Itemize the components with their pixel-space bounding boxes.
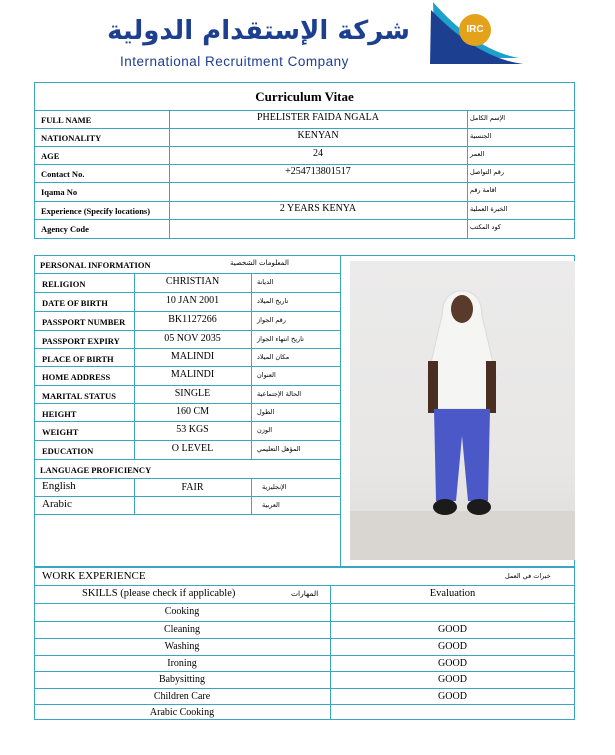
work-experience-heading-ar: خبرات في العمل bbox=[505, 572, 551, 580]
evaluation-heading: Evaluation bbox=[429, 588, 476, 599]
logo-english-text: International Recruitment Company bbox=[120, 54, 349, 69]
top-row-value: KENYAN bbox=[297, 130, 339, 141]
language-name-ar: العربية bbox=[262, 501, 280, 509]
personal-row-label-ar: العنوان bbox=[257, 371, 276, 379]
logo-badge: IRC bbox=[466, 24, 484, 35]
personal-row-value: CHRISTIAN bbox=[165, 276, 220, 287]
personal-row-label-ar: تاريخ انتهاء الجواز bbox=[257, 335, 304, 343]
personal-row-value: 05 NOV 2035 bbox=[164, 333, 221, 344]
personal-row-value: 53 KGS bbox=[176, 424, 209, 435]
language-name-ar: الإنجليزية bbox=[262, 483, 287, 491]
skill-evaluation: GOOD bbox=[438, 641, 467, 652]
personal-row-label-ar: مكان الميلاد bbox=[257, 353, 290, 361]
top-row-label: Agency Code bbox=[41, 224, 89, 234]
personal-row-label: PASSPORT NUMBER bbox=[42, 317, 126, 327]
logo-sail-icon bbox=[415, 0, 525, 75]
personal-row-label: DATE OF BIRTH bbox=[42, 298, 108, 308]
skills-heading-ar: المهارات bbox=[291, 589, 319, 598]
top-row-label: AGE bbox=[41, 151, 60, 161]
personal-info-heading: PERSONAL INFORMATION bbox=[40, 260, 151, 270]
personal-row-label-ar: الطول bbox=[257, 408, 275, 416]
applicant-photo bbox=[350, 261, 575, 560]
top-row-value: 24 bbox=[313, 148, 323, 159]
personal-row-value: O LEVEL bbox=[171, 443, 214, 454]
logo-arabic-text: شركة الإستقدام الدولية bbox=[107, 16, 410, 46]
personal-row-label: RELIGION bbox=[42, 279, 86, 289]
top-row-label-ar: اقامة رقم bbox=[470, 186, 497, 194]
personal-row-label-ar: تاريخ الميلاد bbox=[257, 297, 289, 305]
personal-row-label-ar: الديانة bbox=[257, 278, 274, 286]
language-name: Arabic bbox=[42, 498, 72, 510]
personal-row-label-ar: الوزن bbox=[257, 426, 273, 434]
skill-evaluation: GOOD bbox=[438, 691, 467, 702]
top-row-value: PHELISTER FAIDA NGALA bbox=[256, 112, 380, 123]
language-level: FAIR bbox=[181, 482, 204, 493]
top-row-label: Iqama No bbox=[41, 187, 78, 197]
top-row-value: 2 YEARS KENYA bbox=[279, 203, 357, 214]
language-name: English bbox=[42, 480, 76, 492]
skill-name: Children Care bbox=[153, 691, 211, 702]
top-row-label-ar: الجنسية bbox=[470, 132, 492, 140]
personal-row-value: MALINDI bbox=[170, 369, 215, 380]
personal-row-label: WEIGHT bbox=[42, 427, 79, 437]
personal-row-value: 160 CM bbox=[175, 406, 210, 417]
personal-row-label-ar: رقم الجواز bbox=[257, 316, 286, 324]
skill-name: Cleaning bbox=[163, 624, 201, 635]
skills-heading: SKILLS (please check if applicable) bbox=[82, 588, 236, 599]
personal-row-value: 10 JAN 2001 bbox=[165, 295, 220, 306]
top-row-label: FULL NAME bbox=[41, 115, 92, 125]
top-row-label: NATIONALITY bbox=[41, 133, 102, 143]
skill-evaluation: GOOD bbox=[438, 674, 467, 685]
top-row-label: Experience (Specify locations) bbox=[41, 206, 151, 216]
skill-evaluation: GOOD bbox=[438, 624, 467, 635]
top-row-label-ar: الإسم الكامل bbox=[470, 114, 506, 122]
personal-row-label: MARITAL STATUS bbox=[42, 391, 116, 401]
personal-row-value: MALINDI bbox=[170, 351, 215, 362]
top-row-value: +254713801517 bbox=[285, 166, 351, 177]
skill-name: Washing bbox=[164, 641, 200, 652]
personal-row-label: EDUCATION bbox=[42, 446, 94, 456]
personal-info-heading-ar: المعلومات الشخصية bbox=[230, 259, 289, 267]
language-heading: LANGUAGE PROFICIENCY bbox=[40, 465, 152, 475]
company-logo bbox=[107, 0, 520, 75]
personal-row-value: BK1127266 bbox=[168, 314, 217, 325]
personal-row-label: PLACE OF BIRTH bbox=[42, 354, 114, 364]
top-row-label: Contact No. bbox=[41, 169, 85, 179]
personal-row-value: SINGLE bbox=[174, 388, 211, 399]
work-experience-heading: WORK EXPERIENCE bbox=[42, 570, 146, 582]
personal-row-label: PASSPORT EXPIRY bbox=[42, 336, 120, 346]
skill-name: Arabic Cooking bbox=[149, 707, 215, 718]
top-row-label-ar: كود المكتب bbox=[470, 223, 501, 231]
top-row-label-ar: رقم التواصل bbox=[470, 168, 504, 176]
top-row-label-ar: الخبرة العملية bbox=[470, 205, 508, 213]
personal-row-label: HEIGHT bbox=[42, 409, 77, 419]
personal-row-label-ar: المؤهل التعليمي bbox=[257, 445, 301, 453]
skill-name: Cooking bbox=[164, 606, 200, 617]
document-title: Curriculum Vitae bbox=[255, 89, 354, 104]
skill-evaluation: GOOD bbox=[438, 658, 467, 669]
skill-name: Ironing bbox=[167, 658, 197, 669]
personal-row-label: HOME ADDRESS bbox=[42, 372, 111, 382]
personal-row-label-ar: الحالة الإجتماعية bbox=[257, 390, 302, 398]
skill-name: Babysitting bbox=[158, 674, 206, 685]
top-row-label-ar: العمر bbox=[470, 150, 485, 158]
